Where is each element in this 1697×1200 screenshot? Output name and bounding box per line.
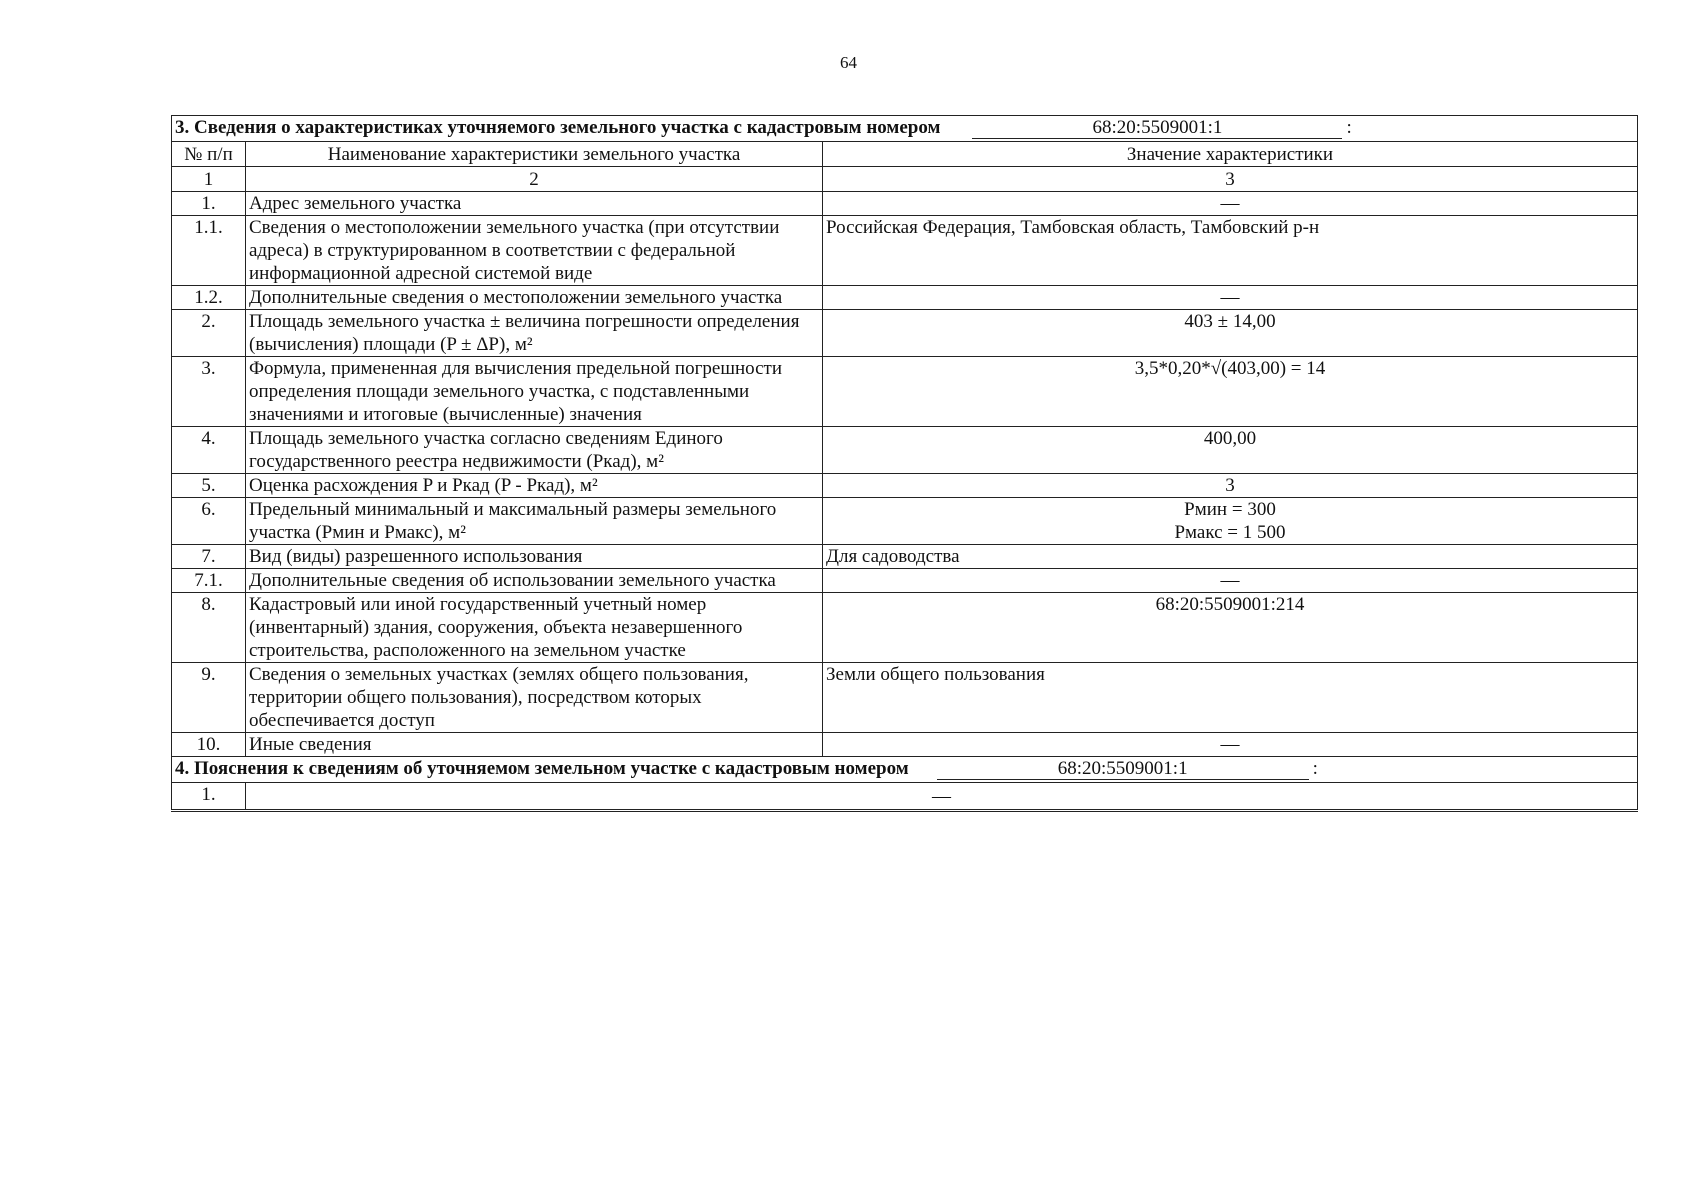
table-row <box>172 593 1638 663</box>
row-name: Формула, примененная для вычисления предельной погрешности определения площади земельного участка, с подставленными значениями и итоговые (вычисленные) значения <box>246 357 823 427</box>
section4-title: 4. Пояснения к сведениям об уточняемом земельном участке с кадастровым номером <box>175 758 909 779</box>
section4-row <box>172 783 1638 811</box>
section3-colon: : <box>1346 117 1352 138</box>
column-numbers-row <box>172 167 1638 192</box>
header-name: Наименование характеристики земельного участка <box>246 142 823 167</box>
row-name: Площадь земельного участка согласно сведениям Единого государственного реестра недвижимости (Pкад), м² <box>246 427 823 474</box>
row-number: 2. <box>172 310 246 357</box>
row-number: 10. <box>172 733 246 757</box>
row-name: Кадастровый или иной государственный учетный номер (инвентарный) здания, сооружения, объекта незавершенного строительства, расположенного на земельном участке <box>246 593 823 663</box>
table-row <box>172 474 1638 498</box>
table-row <box>172 663 1638 733</box>
table-row <box>172 192 1638 216</box>
page-number: 64 <box>840 53 857 72</box>
row-number: 1.1. <box>172 216 246 286</box>
row-number: 4. <box>172 427 246 474</box>
column-number-1: 1 <box>172 167 246 192</box>
row-name: Дополнительные сведения об использовании земельного участка <box>246 569 823 593</box>
column-number-2: 2 <box>246 167 823 192</box>
row-value: 3,5*0,20*√(403,00) = 14 <box>823 357 1638 427</box>
row-number: 7.1. <box>172 569 246 593</box>
section4-row-number: 1. <box>172 783 246 811</box>
section3-title-row <box>172 116 1638 142</box>
section4-row-value: — <box>246 783 1638 811</box>
row-name: Дополнительные сведения о местоположении земельного участка <box>246 286 823 310</box>
section3-title-cell <box>172 116 1638 142</box>
row-number: 9. <box>172 663 246 733</box>
table-row <box>172 310 1638 357</box>
section4-colon: : <box>1312 758 1318 779</box>
row-number: 1.2. <box>172 286 246 310</box>
row-name: Предельный минимальный и максимальный размеры земельного участка (Pмин и Pмакс), м² <box>246 498 823 545</box>
header-value: Значение характеристики <box>823 142 1638 167</box>
table-row <box>172 545 1638 569</box>
table-row <box>172 733 1638 757</box>
row-value: — <box>823 733 1638 757</box>
row-value: 403 ± 14,00 <box>823 310 1638 357</box>
row-value-line: Pмин = 300 <box>1184 499 1276 520</box>
row-value: Российская Федерация, Тамбовская область, Тамбовский р-н <box>823 216 1638 286</box>
row-value: — <box>823 192 1638 216</box>
row-name: Оценка расхождения P и Pкад (P - Pкад), м² <box>246 474 823 498</box>
row-value: Земли общего пользования <box>823 663 1638 733</box>
characteristics-table <box>171 115 1638 812</box>
section4-cadastral-number: 68:20:5509001:1 <box>937 759 1309 780</box>
header-number: № п/п <box>172 142 246 167</box>
row-name: Сведения о земельных участках (землях общего пользования, территории общего пользования), посредством которых обеспечивается доступ <box>246 663 823 733</box>
section4-title-row <box>172 757 1638 783</box>
section3-cadastral-number: 68:20:5509001:1 <box>972 118 1342 139</box>
column-number-3: 3 <box>823 167 1638 192</box>
row-number: 1. <box>172 192 246 216</box>
row-value: — <box>823 286 1638 310</box>
row-number: 7. <box>172 545 246 569</box>
row-name: Сведения о местоположении земельного участка (при отсутствии адреса) в структурированном в соответствии с федеральной информационной адресной системой виде <box>246 216 823 286</box>
row-value: 68:20:5509001:214 <box>823 593 1638 663</box>
row-name: Площадь земельного участка ± величина погрешности определения (вычисления) площади (P ± ΔP), м² <box>246 310 823 357</box>
row-name: Иные сведения <box>246 733 823 757</box>
row-value: Для садоводства <box>823 545 1638 569</box>
row-value-line: Pмакс = 1 500 <box>1174 522 1286 543</box>
table-header-row <box>172 142 1638 167</box>
section4-title-cell <box>172 757 1638 783</box>
row-name: Адрес земельного участка <box>246 192 823 216</box>
section3-title: 3. Сведения о характеристиках уточняемого земельного участка с кадастровым номером <box>175 117 941 138</box>
row-value: 3 <box>823 474 1638 498</box>
row-number: 3. <box>172 357 246 427</box>
row-number: 5. <box>172 474 246 498</box>
row-value <box>823 498 1638 545</box>
table-row <box>172 427 1638 474</box>
table-row <box>172 286 1638 310</box>
row-number: 8. <box>172 593 246 663</box>
row-value: — <box>823 569 1638 593</box>
row-number: 6. <box>172 498 246 545</box>
table-row <box>172 569 1638 593</box>
table-row <box>172 498 1638 545</box>
table-row <box>172 216 1638 286</box>
row-value: 400,00 <box>823 427 1638 474</box>
row-name: Вид (виды) разрешенного использования <box>246 545 823 569</box>
table-row <box>172 357 1638 427</box>
